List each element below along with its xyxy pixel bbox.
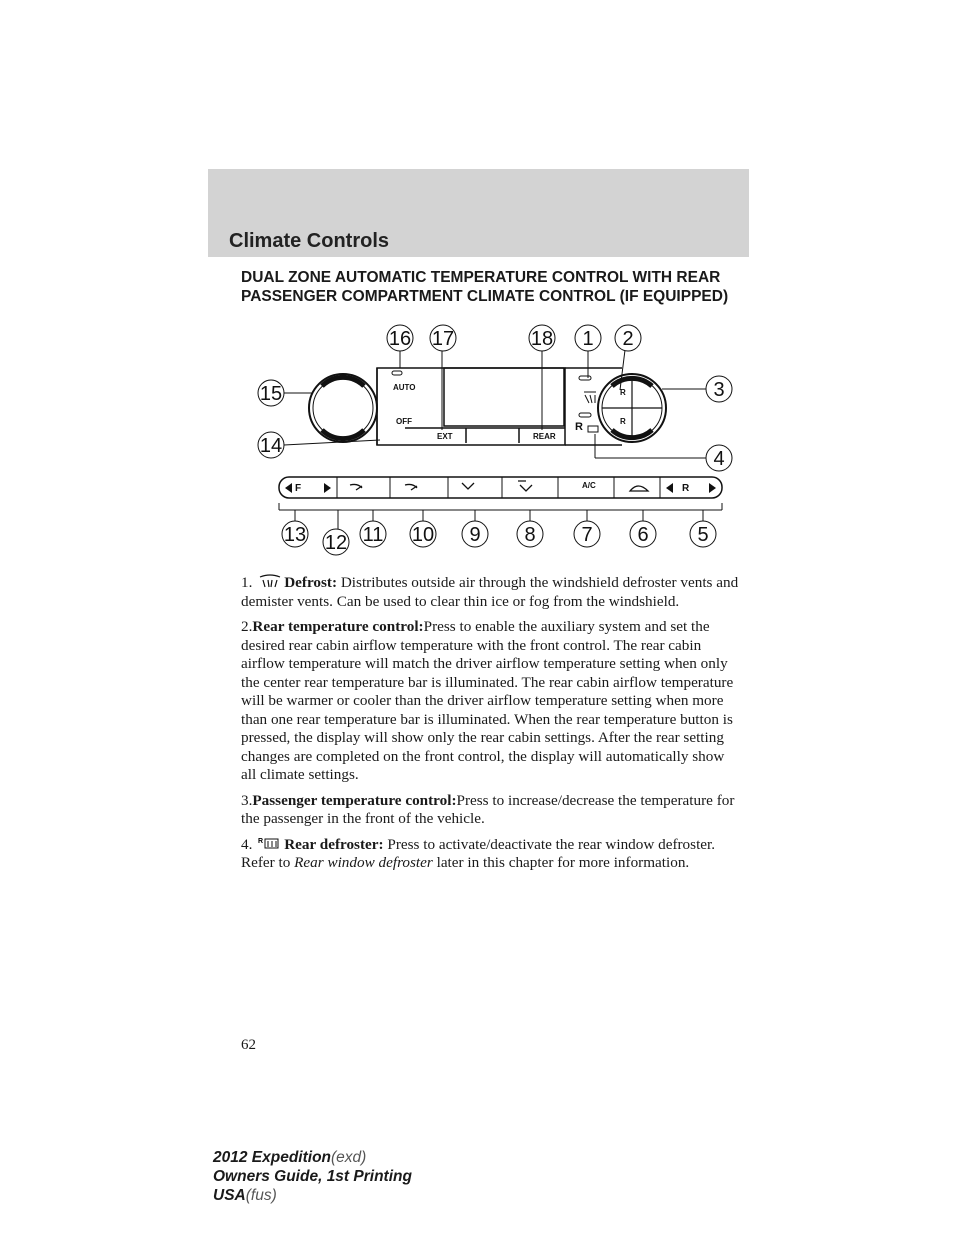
footer-line-1: 2012 Expedition(exd)	[213, 1149, 367, 1166]
footer-line-2: Owners Guide, 1st Printing	[213, 1168, 412, 1185]
callout-18	[529, 325, 555, 351]
item-4-number: 4.	[241, 835, 253, 853]
callout-10	[410, 521, 436, 547]
off-label: OFF	[396, 417, 412, 426]
callout-13	[282, 521, 308, 547]
item-3-text: Press to increase/decrease the temperature for the passenger in the front of the vehicle.	[241, 791, 735, 827]
svg-text:6: 6	[637, 524, 649, 546]
item-1-text: Distributes outside air through the windshield defroster vents and demister vents. Can be used to clear thin ice or fog from the windshield.	[241, 574, 739, 610]
rear-fan-label: R	[682, 483, 690, 494]
dial-r-lower: R	[620, 417, 626, 426]
svg-text:3: 3	[713, 379, 725, 401]
svg-text:8: 8	[524, 524, 536, 546]
callout-15	[258, 380, 284, 406]
svg-text:13: 13	[283, 524, 307, 546]
page-number: 62	[241, 1037, 256, 1053]
svg-text:9: 9	[469, 524, 481, 546]
callout-2	[615, 325, 641, 351]
item-descriptions	[241, 574, 741, 880]
callout-9	[462, 521, 488, 547]
svg-text:11: 11	[362, 524, 384, 546]
svg-text:R: R	[258, 837, 264, 845]
section-heading	[241, 268, 761, 306]
heading-line-1: DUAL ZONE AUTOMATIC TEMPERATURE CONTROL WITH REAR	[241, 269, 721, 286]
item-4	[241, 836, 741, 873]
svg-text:16: 16	[388, 328, 412, 350]
mode-button-bar	[279, 477, 722, 498]
dial-r-upper: R	[620, 388, 626, 397]
item-1-number: 1.	[241, 574, 253, 591]
callout-12	[323, 529, 349, 555]
svg-text:7: 7	[581, 524, 593, 546]
callout-1	[575, 325, 601, 351]
auto-label: AUTO	[393, 383, 416, 392]
section-title: Climate Controls	[229, 230, 390, 252]
front-fan-label: F	[295, 483, 302, 494]
climate-control-panel-diagram	[250, 315, 740, 565]
callout-11	[360, 521, 386, 547]
item-2-number: 2.	[241, 618, 253, 635]
item-3	[241, 792, 741, 829]
heading-line-2: PASSENGER COMPARTMENT CLIMATE CONTROL (IF EQUIPPED)	[241, 288, 729, 305]
footer	[213, 1148, 412, 1205]
callout-7	[574, 521, 600, 547]
ext-label: EXT	[437, 432, 453, 441]
rear-defrost-r-label: R	[575, 421, 583, 433]
callout-5	[690, 521, 716, 547]
svg-text:12: 12	[324, 532, 348, 554]
callout-4	[706, 445, 732, 471]
svg-text:18: 18	[530, 328, 554, 350]
svg-text:10: 10	[411, 524, 435, 546]
item-1	[241, 574, 741, 611]
callout-16	[387, 325, 413, 351]
item-4-label: Rear defroster:	[284, 835, 384, 853]
rear-defrost-icon	[258, 836, 282, 850]
callout-8	[517, 521, 543, 547]
right-dial	[598, 374, 666, 442]
callout-6	[630, 521, 656, 547]
callout-17	[430, 325, 456, 351]
callout-3	[706, 376, 732, 402]
item-2-label: Rear temperature control:	[252, 618, 424, 635]
item-4-text-a: Press to activate/deactivate the rear window defroster. Refer to	[241, 835, 716, 871]
item-1-label: Defrost:	[284, 574, 338, 591]
rear-label: REAR	[533, 432, 556, 441]
item-2-text: Press to enable the auxiliary system and set the desired rear cabin airflow temperature with the front control. The rear cabin airflow temperature will match the driver airflow temperature setting when only the center rear temperature bar is illuminated. The rear cabin airflow temperature will be warmer or cooler than the driver airflow temperature setting when more than one rear temperature bar is illuminated. When the rear temperature button is pressed, the display will show only the rear cabin settings. After the rear setting changes are completed on the front control, the display will automatically show all climate settings.	[241, 618, 734, 783]
ac-label: A/C	[582, 481, 596, 490]
left-dial	[309, 374, 377, 442]
svg-text:15: 15	[259, 383, 283, 405]
item-3-number: 3.	[241, 791, 253, 809]
svg-text:4: 4	[713, 448, 725, 470]
footer-line-3: USA(fus)	[213, 1187, 277, 1204]
item-3-label: Passenger temperature control:	[252, 791, 457, 809]
item-4-xref: Rear window defroster	[294, 854, 433, 871]
windshield-defrost-icon	[258, 574, 282, 588]
svg-text:17: 17	[431, 328, 455, 350]
svg-text:2: 2	[622, 328, 634, 350]
item-4-text-b: later in this chapter for more information.	[432, 854, 690, 871]
item-2	[241, 618, 741, 785]
svg-text:14: 14	[259, 435, 283, 457]
svg-text:1: 1	[582, 328, 594, 350]
svg-text:5: 5	[697, 524, 709, 546]
callout-14	[258, 432, 284, 458]
